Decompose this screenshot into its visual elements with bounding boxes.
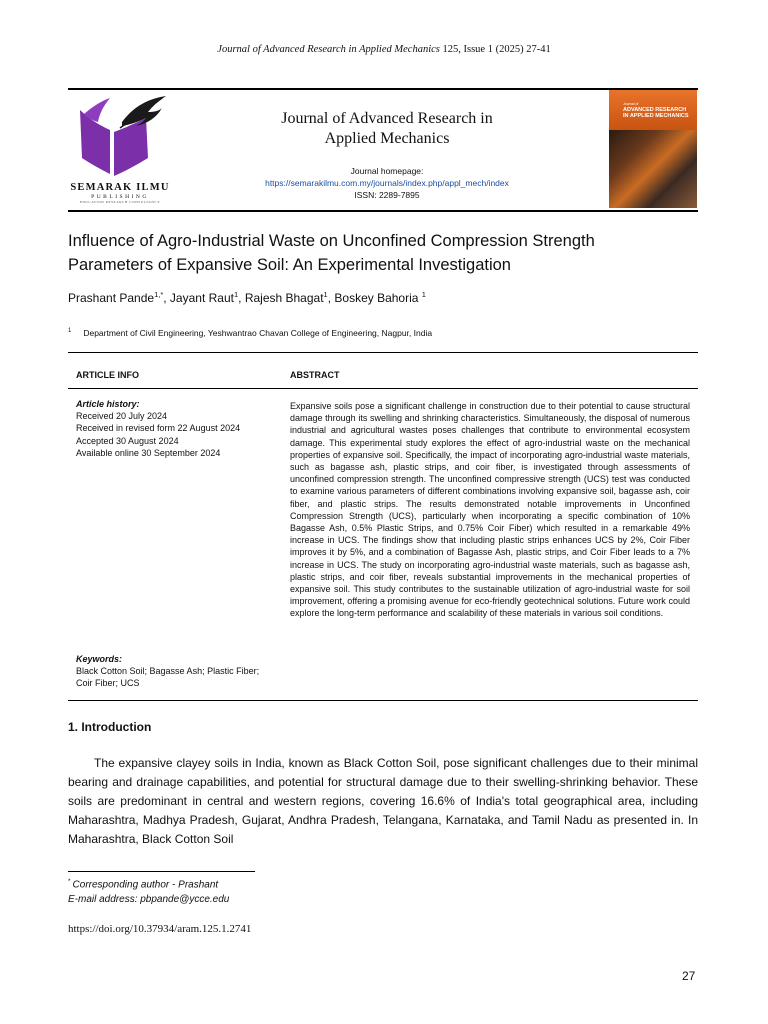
table-rule-mid [68,388,698,389]
introduction-paragraph: The expansive clayey soils in India, known as Black Cotton Soil, pose significant challenges due to their minimal bearing and drainage capabilities, and potential for structural damage due to their swelling-shrinking behavior. These soils are predominant in central and western regions, covering 16.6% of India's total geographical area, including Maharashtra, Madhya Pradesh, Gujarat, Andhra Pradesh, Telangana, Karnataka, and Tamil Nadu as presented in. In Maharashtra, Black Cotton Soil [68,756,698,846]
affiliation [68,328,432,338]
author-name: Rajesh Bhagat [244,291,324,305]
publisher-sub: PUBLISHING [91,194,149,200]
running-header [0,44,768,55]
footnote-email: E-mail address: pbpande@ycce.edu [68,894,230,905]
keywords [76,653,276,690]
affiliation-mark: 1 [68,328,72,335]
keywords-label: Keywords: [76,654,123,664]
author-sup: 1 [421,290,426,299]
section-heading-introduction: 1. Introduction [68,720,152,734]
publisher-logo-text [70,182,170,204]
cover-journal-label: Journal of [623,102,639,106]
header-rule-top [68,88,698,90]
journal-title-line1: Journal of Advanced Research in [281,110,493,127]
cover-image [609,130,697,208]
corresponding-author: Corresponding author - Prashant [72,879,219,891]
author-sup: 1,* [154,290,164,299]
journal-title [240,109,534,149]
publisher-name: SEMARAK ILMU [70,182,170,193]
author-name: Prashant Pande [68,291,155,305]
author-list: Prashant Pande$^{1,*}$, Jayant Raut$^1$, Rajesh Bhagat$^1$, Boskey Bahoria $^1$ [68,290,426,305]
article-history [76,398,240,459]
date-received: Received 20 July 2024 [76,411,168,422]
keywords-text: Black Cotton Soil; Bagasse Ash; Plastic Fiber; Coir Fiber; UCS [76,666,260,689]
footnote-mark: * [68,878,71,885]
header-rule-bottom [68,210,698,212]
journal-cover [609,90,697,208]
footnote-corresponding [68,878,218,890]
abstract-text: Expansive soils pose a significant challenge in construction due to their potential to cause structural damage through its swelling and shrinking characteristics. Simultaneously, the disposal of numerous industrial and agricultural wastes poses challenges that contribute to environmental ecosystem damage. This experimental study explores the effect of agro-industrial waste on the mechanical properties of expansive soil. Specifically, the impact of incorporating agro-industrial waste materials, such as bagasse ash, plastic strips, and coir fiber, is investigated through assessments of unconfined compression strength. The unconfined compressive strength (UCS) test was conducted to examine various parameters of different combinations involving expansive soil, bagasse ash, coir fiber, and plastic strips. The results demonstrated notable improvements in Unconfined Compression Strength (UCS), particularly when incorporating a specific combination of 10% Bagasse Ash, 0.5% Plastic Strips, and 0.75% Coir Fiber) which resulted in a remarkable 49% increase in UCS. The findings show that including plastic strips enhances UCS by 2%, Coir Fiber improves it by 5%, and a combination of Bagasse Ash, plastic strips, and Coir Fiber leads to a 7% increase in UCS. The study on incorporating agro-industrial waste materials, such as bagasse ash, plastic strips, and coir fiber, reveals substantial improvements in the mechanical properties of expansive soil. This study contributes to the sustainable utilization of agro-industrial waste for soil improvement, offering a promising avenue for eco-friendly geotechnical solutions. Future work could explore the long-term performance and scalability of these materials in various soil conditions. [290,401,690,619]
issn: ISSN: 2289-7895 [354,190,420,200]
publisher-tagline: EDUCATION RESEARCH CONSULTANCY [79,200,161,204]
abstract-heading: ABSTRACT [290,370,340,380]
book-quill-icon [70,92,170,182]
author-sup: 1 [233,290,239,299]
doi-link[interactable]: https://doi.org/10.37934/aram.125.1.2741 [68,923,252,935]
date-online: Available online 30 September 2024 [76,447,221,458]
homepage-label: Journal homepage: [350,166,424,176]
homepage-link[interactable]: https://semarakilmu.com.my/journals/index.php/appl_mech/index [265,178,509,188]
page-number: 27 [682,969,696,983]
journal-title-line2: Applied Mechanics [324,130,450,147]
footnote-rule [68,871,255,872]
running-header-volume: 125, Issue 1 (2025) 27-41 [442,44,551,55]
article-history-label: Article history: [76,399,140,409]
cover-title: ADVANCED RESEARCH IN APPLIED MECHANICS [623,107,689,119]
date-revised: Received in revised form 22 August 2024 [76,423,241,434]
affiliation-text: Department of Civil Engineering, Yeshwantrao Chavan College of Engineering, Nagpur, India [83,328,433,338]
article-info-heading: ARTICLE INFO [76,370,139,380]
author-sup: 1 [323,290,328,299]
date-accepted: Accepted 30 August 2024 [76,435,179,446]
running-header-journal: Journal of Advanced Research in Applied Mechanics [217,44,440,55]
author-name: Jayant Raut [169,291,234,305]
table-rule-top [68,352,698,353]
paper-title-line2: Parameters of Expansive Soil: An Experimental Investigation [68,256,511,274]
paper-title [68,229,708,277]
table-rule-bottom [68,700,698,701]
paper-title-line1: Influence of Agro-Industrial Waste on Unconfined Compression Strength [68,232,595,250]
author-name: Boskey Bahoria [334,291,419,305]
